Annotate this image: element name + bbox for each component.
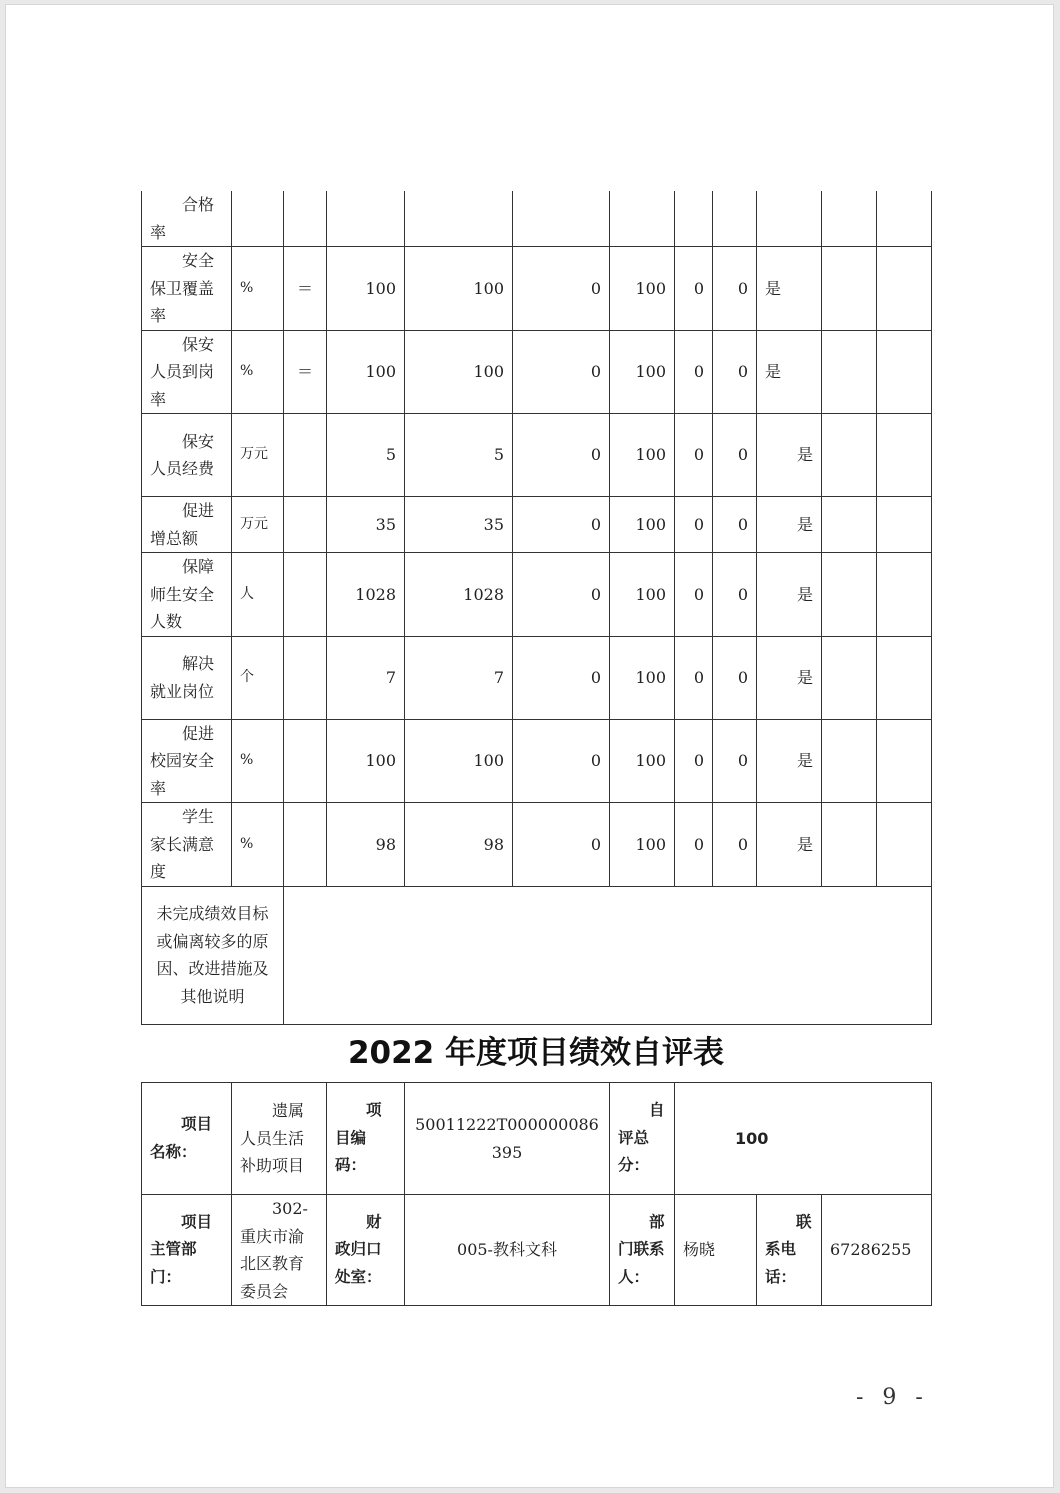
indicator-score: 100 <box>610 247 675 331</box>
indicator-name: 促进校园安全率 <box>142 719 232 803</box>
indicator-operator <box>284 636 327 719</box>
indicator-deviation: 0 <box>513 636 610 719</box>
indicator-met: 是 <box>757 330 822 414</box>
indicator-name: 合格率 <box>142 191 232 247</box>
indicator-col11 <box>822 330 877 414</box>
indicator-score <box>610 191 675 247</box>
office-label: 财政归口处室： <box>327 1195 405 1306</box>
indicator-operator <box>284 191 327 247</box>
score-value <box>675 1083 932 1195</box>
indicator-target: 98 <box>327 803 405 887</box>
score-label: 自评总分： <box>610 1083 675 1195</box>
indicator-col12 <box>877 553 932 637</box>
indicator-deviation: 0 <box>513 553 610 637</box>
indicator-target: 1028 <box>327 553 405 637</box>
indicator-col12 <box>877 497 932 553</box>
indicator-unit: % <box>232 803 284 887</box>
indicator-name: 学生家长满意度 <box>142 803 232 887</box>
project-row-2 <box>142 1195 932 1306</box>
project-info-table <box>141 1082 932 1306</box>
indicator-actual: 5 <box>405 414 513 497</box>
document-page <box>5 4 1054 1488</box>
form-title: 2022 年度项目绩效自评表 <box>347 1035 725 1071</box>
indicator-rows <box>142 191 932 886</box>
score-value-text: 100 <box>735 1128 769 1148</box>
note-row <box>142 886 932 1024</box>
indicator-col9: 0 <box>713 553 757 637</box>
indicator-col8: 0 <box>675 497 713 553</box>
indicator-col9: 0 <box>713 330 757 414</box>
indicator-met: 是 <box>757 414 822 497</box>
indicator-target: 100 <box>327 330 405 414</box>
indicator-actual: 100 <box>405 330 513 414</box>
indicator-target: 100 <box>327 247 405 331</box>
indicator-col8 <box>675 191 713 247</box>
indicator-met: 是 <box>757 247 822 331</box>
indicator-col8: 0 <box>675 803 713 887</box>
project-name-value: 遗属人员生活补助项目 <box>232 1083 327 1195</box>
indicator-unit: 万元 <box>232 497 284 553</box>
indicator-score: 100 <box>610 414 675 497</box>
indicator-row <box>142 191 932 247</box>
phone-value: 67286255 <box>822 1195 932 1306</box>
indicator-col9 <box>713 191 757 247</box>
indicator-name: 解决就业岗位 <box>142 636 232 719</box>
indicator-operator <box>284 497 327 553</box>
indicator-unit: 人 <box>232 553 284 637</box>
indicator-unit <box>232 191 284 247</box>
indicator-score: 100 <box>610 497 675 553</box>
indicator-col11 <box>822 719 877 803</box>
indicator-col12 <box>877 719 932 803</box>
indicator-unit: % <box>232 330 284 414</box>
indicator-unit: 万元 <box>232 414 284 497</box>
project-name-label: 项目名称： <box>142 1083 232 1195</box>
dept-value: 302-重庆市渝北区教育委员会 <box>232 1195 327 1306</box>
project-row-1 <box>142 1083 932 1195</box>
indicator-name: 保安人员经费 <box>142 414 232 497</box>
indicator-col12 <box>877 414 932 497</box>
indicator-actual: 7 <box>405 636 513 719</box>
indicator-score: 100 <box>610 719 675 803</box>
indicator-col11 <box>822 414 877 497</box>
indicator-row <box>142 497 932 553</box>
contact-value: 杨晓 <box>675 1195 757 1306</box>
indicator-score: 100 <box>610 553 675 637</box>
note-label: 未完成绩效目标或偏离较多的原因、改进措施及其他说明 <box>142 886 284 1024</box>
indicator-deviation: 0 <box>513 497 610 553</box>
indicator-actual: 1028 <box>405 553 513 637</box>
indicator-row <box>142 636 932 719</box>
indicator-col9: 0 <box>713 719 757 803</box>
indicator-row <box>142 247 932 331</box>
indicator-col12 <box>877 191 932 247</box>
indicator-row <box>142 803 932 887</box>
indicator-col8: 0 <box>675 553 713 637</box>
indicator-row <box>142 553 932 637</box>
indicator-col9: 0 <box>713 636 757 719</box>
indicator-actual <box>405 191 513 247</box>
indicator-col9: 0 <box>713 497 757 553</box>
indicator-operator <box>284 803 327 887</box>
indicator-col12 <box>877 247 932 331</box>
indicator-met: 是 <box>757 636 822 719</box>
indicator-deviation: 0 <box>513 719 610 803</box>
indicator-unit: % <box>232 247 284 331</box>
indicator-deviation: 0 <box>513 803 610 887</box>
indicator-col12 <box>877 330 932 414</box>
indicator-table <box>141 191 932 1025</box>
indicator-unit: 个 <box>232 636 284 719</box>
indicator-col8: 0 <box>675 247 713 331</box>
indicator-actual: 100 <box>405 247 513 331</box>
indicator-name: 促进增总额 <box>142 497 232 553</box>
indicator-target: 5 <box>327 414 405 497</box>
indicator-met: 是 <box>757 497 822 553</box>
indicator-operator: ＝ <box>284 247 327 331</box>
indicator-col8: 0 <box>675 636 713 719</box>
indicator-col8: 0 <box>675 414 713 497</box>
indicator-col11 <box>822 247 877 331</box>
indicator-unit: % <box>232 719 284 803</box>
indicator-name: 保安人员到岗率 <box>142 330 232 414</box>
indicator-actual: 100 <box>405 719 513 803</box>
indicator-name: 保障师生安全人数 <box>142 553 232 637</box>
project-code-value: 50011222T000000086395 <box>405 1083 610 1195</box>
indicator-target: 7 <box>327 636 405 719</box>
indicator-col11 <box>822 553 877 637</box>
indicator-met <box>757 191 822 247</box>
note-value <box>284 886 932 1024</box>
indicator-deviation <box>513 191 610 247</box>
office-value: 005-教科文科 <box>405 1195 610 1306</box>
indicator-actual: 35 <box>405 497 513 553</box>
indicator-row <box>142 719 932 803</box>
indicator-col11 <box>822 636 877 719</box>
indicator-operator: ＝ <box>284 330 327 414</box>
indicator-operator <box>284 553 327 637</box>
indicator-target: 100 <box>327 719 405 803</box>
indicator-col12 <box>877 636 932 719</box>
indicator-col11 <box>822 191 877 247</box>
indicator-deviation: 0 <box>513 330 610 414</box>
indicator-met: 是 <box>757 803 822 887</box>
indicator-col9: 0 <box>713 803 757 887</box>
indicator-row <box>142 330 932 414</box>
project-code-label: 项目编码： <box>327 1083 405 1195</box>
dept-label: 项目主管部门： <box>142 1195 232 1306</box>
indicator-actual: 98 <box>405 803 513 887</box>
indicator-score: 100 <box>610 803 675 887</box>
indicator-col8: 0 <box>675 330 713 414</box>
indicator-name: 安全保卫覆盖率 <box>142 247 232 331</box>
indicator-operator <box>284 719 327 803</box>
indicator-col11 <box>822 497 877 553</box>
indicator-target <box>327 191 405 247</box>
indicator-col8: 0 <box>675 719 713 803</box>
indicator-deviation: 0 <box>513 414 610 497</box>
indicator-score: 100 <box>610 330 675 414</box>
indicator-score: 100 <box>610 636 675 719</box>
indicator-row <box>142 414 932 497</box>
indicator-target: 35 <box>327 497 405 553</box>
indicator-met: 是 <box>757 719 822 803</box>
indicator-col9: 0 <box>713 414 757 497</box>
indicator-col11 <box>822 803 877 887</box>
indicator-met: 是 <box>757 553 822 637</box>
page-number: - 9 - <box>856 1385 929 1410</box>
phone-label: 联系电话： <box>757 1195 822 1306</box>
indicator-col9: 0 <box>713 247 757 331</box>
indicator-col12 <box>877 803 932 887</box>
contact-label: 部门联系人： <box>610 1195 675 1306</box>
indicator-operator <box>284 414 327 497</box>
indicator-deviation: 0 <box>513 247 610 331</box>
